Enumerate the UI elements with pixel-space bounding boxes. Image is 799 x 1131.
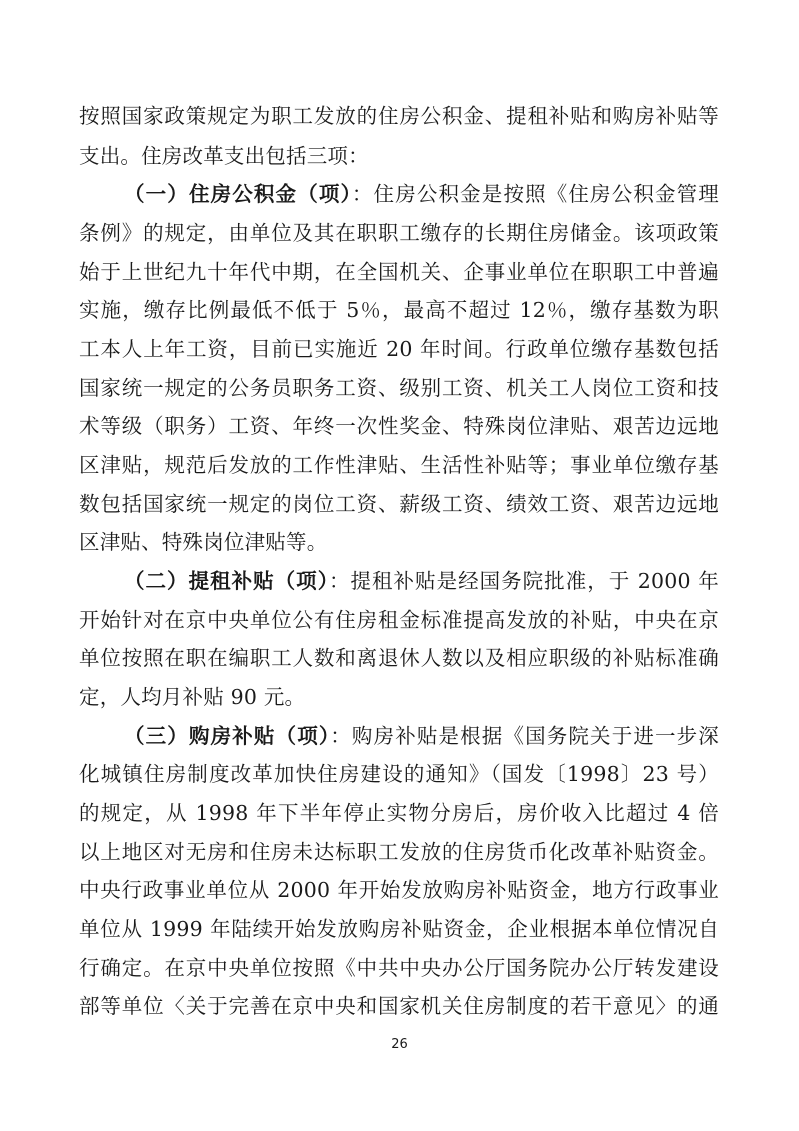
body-text-line: 按照国家政策规定为职工发放的住房公积金、提租补贴和购房补贴等 — [79, 104, 719, 128]
body-text-line: 区津贴、特殊岗位津贴等。 — [79, 530, 328, 554]
body-text-line: 条例》的规定，由单位及其在职职工缴存的长期住房储金。该项政策 — [79, 221, 719, 245]
body-text-line: 部等单位〈关于完善在京中央和国家机关住房制度的若干意见〉的通 — [79, 994, 719, 1018]
body-text-line: 行确定。在京中央单位按照《中共中央办公厅国务院办公厅转发建设 — [79, 956, 719, 980]
paragraph-first-line — [124, 569, 719, 593]
body-text-line: 定，人均月补贴 90 元。 — [79, 685, 306, 709]
body-text-line: 化城镇住房制度改革加快住房建设的通知》（国发〔1998〕23 号） — [79, 762, 719, 786]
section-heading: （三）购房补贴（项） — [124, 724, 331, 748]
body-text-line: 支出。住房改革支出包括三项： — [79, 144, 369, 168]
body-text-line: 始于上世纪九十年代中期，在全国机关、企事业单位在职职工中普遍 — [79, 260, 719, 284]
body-text-line: 单位按照在职在编职工人数和离退休人数以及相应职级的补贴标准确 — [79, 646, 719, 670]
body-text-line: 区津贴，规范后发放的工作性津贴、生活性补贴等；事业单位缴存基 — [79, 453, 719, 477]
page-number: 26 — [391, 1037, 408, 1052]
body-text-span: ：提租补贴是经国务院批准，于 2000 年 — [328, 569, 720, 593]
body-text-line: 单位从 1999 年陆续开始发放购房补贴资金，企业根据本单位情况自 — [79, 917, 719, 941]
body-text-line: 以上地区对无房和住房未达标职工发放的住房货币化改革补贴资金。 — [79, 840, 719, 864]
paragraph-first-line — [124, 182, 719, 206]
body-text-line: 数包括国家统一规定的岗位工资、薪级工资、绩效工资、艰苦边远地 — [79, 492, 719, 516]
body-text-line: 实施，缴存比例最低不低于 5％，最高不超过 12％，缴存基数为职 — [79, 298, 719, 322]
section-heading: （一）住房公积金（项） — [124, 182, 352, 206]
body-text-line: 工本人上年工资，目前已实施近 20 年时间。行政单位缴存基数包括 — [79, 337, 719, 361]
paragraph-first-line — [124, 724, 719, 748]
body-text-line: 开始针对在京中央单位公有住房租金标准提高发放的补贴，中央在京 — [79, 608, 719, 632]
body-text-span: ：住房公积金是按照《住房公积金管理 — [351, 182, 719, 206]
section-heading: （二）提租补贴（项） — [124, 569, 329, 593]
body-text-line: 国家统一规定的公务员职务工资、级别工资、机关工人岗位工资和技 — [79, 376, 719, 400]
body-text-span: ：购房补贴是根据《国务院关于进一步深 — [330, 724, 719, 748]
body-text-line: 术等级（职务）工资、年终一次性奖金、特殊岗位津贴、艰苦边远地 — [79, 414, 719, 438]
body-text-line: 的规定，从 1998 年下半年停止实物分房后，房价收入比超过 4 倍 — [79, 801, 719, 825]
body-text-line: 中央行政事业单位从 2000 年开始发放购房补贴资金，地方行政事业 — [79, 878, 719, 902]
